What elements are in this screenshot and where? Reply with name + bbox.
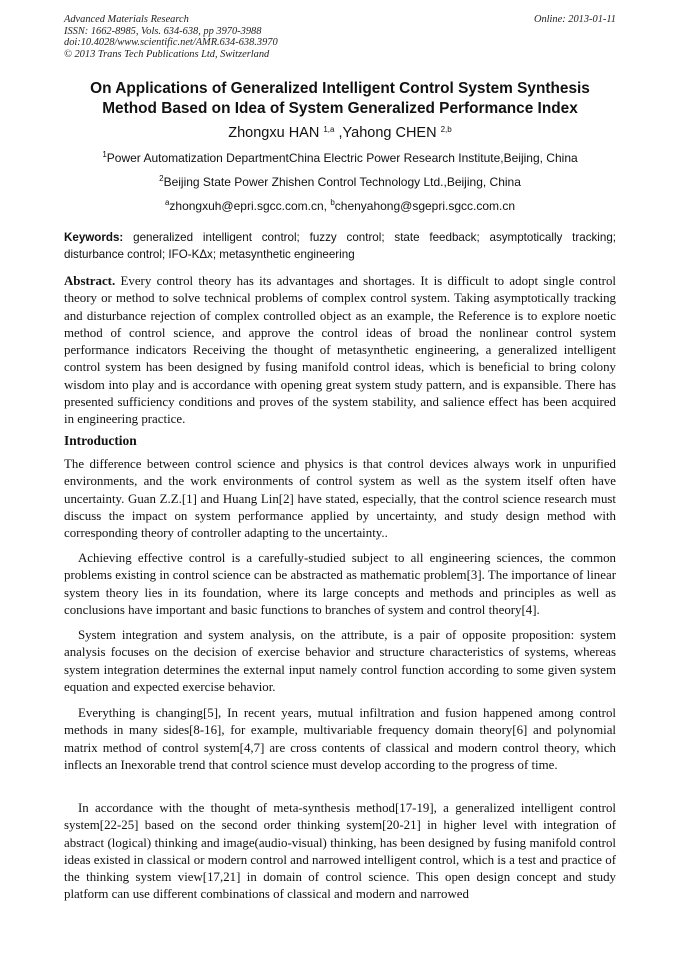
issn-line: ISSN: 1662-8985, Vols. 634-638, pp 3970-3988 bbox=[64, 25, 262, 37]
affiliation-2-sup: 2 bbox=[159, 174, 164, 183]
intro-paragraph-4: Everything is changing[5], In recent years, mutual infiltration and fusion happened among control methods in many sides[8-16], for example, multivariable frequency domain theory[6] and polynomial matrix method of control system[4,7] are cross contents of classical and modern control theory, which inflects an Inexorable trend that control science must develop according to the progress of time. bbox=[64, 706, 616, 772]
keywords-text: generalized intelligent control; fuzzy control; state feedback; asymptotically tracking; disturbance control; IFO-KΔx; metasynthetic engineering bbox=[64, 231, 616, 261]
affiliation-1-sup: 1 bbox=[102, 150, 107, 159]
abstract bbox=[64, 273, 616, 429]
author-line bbox=[64, 124, 616, 142]
email-line bbox=[64, 199, 616, 214]
intro-paragraph-5: In accordance with the thought of meta-synthesis method[17-19], a generalized intelligent control system[22-25] based on the second order thinking system[20-21] in higher level with integration of abstract (logical) thinking and image(audio-visual) thinking, has been designed by fusing manifold control ideas existed in classical or modern control and narrowed intelligent control, which is a test and practice of the thinking system view[17,21] in domain of control science. This open design concept and study platform can use different combinations of classical and modern and narrowed bbox=[64, 801, 616, 902]
email-b[interactable]: chenyahong@sgepri.sgcc.com.cn bbox=[334, 199, 516, 213]
paper-title: On Applications of Generalized Intelligent Control System Synthesis Method Based on Idea of System Generalized Performance Index bbox=[90, 80, 590, 117]
email-a-sup: a bbox=[164, 198, 170, 207]
online-date: Online: 2013-01-11 bbox=[533, 14, 616, 25]
journal-header bbox=[64, 14, 616, 60]
intro-paragraph-1: The difference between control science and physics is that control devices always work in unpurified environments, and the work environments of control system as well as the system itself often have uncertainty. Guan Z.Z.[1] and Huang Lin[2] have stated, especially, that the control science research must discuss the impact on system performance applied by uncertainty, and study design method with corresponding theory of controller adapting to the uncertainty.. bbox=[64, 457, 616, 541]
abstract-text: Every control theory has its advantages and shortages. It is difficult to adopt single control theory or method to solve technical problems of complex control system. Taking asymptotically tracking and disturbance rejection of complex controlled object as an example, the Reference is to explore noetic method of control science, and approve the control ideas of broad the nonlinear control system performance indicators Receiving the thought of metasynthetic engineering, a generalized intelligent control system has been designed by fusing manifold control ideas, which is beneficial to bring colony wisdom into play and is accordance with opening great system study pattern, and is expansible. There has presented sufficiency conditions and proves of the system stability, and salience effect has been acquired in engineering practice. bbox=[64, 274, 616, 427]
section-heading-introduction: Introduction bbox=[64, 433, 137, 448]
email-b-sup: b bbox=[330, 198, 335, 207]
abstract-label: Abstract. bbox=[64, 274, 116, 288]
email-a[interactable]: zhongxuh@epri.sgcc.com.cn, bbox=[169, 199, 331, 213]
affiliation-2 bbox=[64, 175, 616, 190]
keywords bbox=[64, 229, 616, 263]
affiliation-1 bbox=[64, 151, 616, 166]
intro-paragraph-2: Achieving effective control is a carefully-studied subject to all engineering sciences, the common problems existing in control science can be abstracted as mathematic problem[3]. The importance of linear system theory lies in its foundation, where its large concepts and methods and principles as well as conclusions have important and basic functions to branches of system and control theory[4]. bbox=[64, 551, 616, 617]
journal-name: Advanced Materials Research bbox=[64, 14, 189, 25]
author-2: Yahong CHEN bbox=[342, 125, 441, 141]
doi-line: doi:10.4028/www.scientific.net/AMR.634-638.3970 bbox=[64, 37, 278, 49]
copyright-line: © 2013 Trans Tech Publications Ltd, Switzerland bbox=[64, 48, 270, 60]
affiliation-1-text: Power Automatization DepartmentChina Electric Power Research Institute,Beijing, China bbox=[106, 151, 578, 165]
intro-paragraph-3: System integration and system analysis, on the attribute, is a pair of opposite proposition: system analysis focuses on the decision of exercise behavior and structure characteristics of systems, whereas system integration determines the external input namely control function according to some given system equation and expected exercise behavior. bbox=[64, 628, 616, 694]
author-2-sup: 2,b bbox=[440, 125, 452, 134]
author-1: Zhongxu HAN bbox=[228, 125, 324, 141]
author-separator: , bbox=[334, 125, 343, 141]
affiliation-2-text: Beijing State Power Zhishen Control Technology Ltd.,Beijing, China bbox=[163, 175, 521, 189]
keywords-label: Keywords: bbox=[64, 231, 124, 244]
author-1-sup: 1,a bbox=[323, 125, 335, 134]
